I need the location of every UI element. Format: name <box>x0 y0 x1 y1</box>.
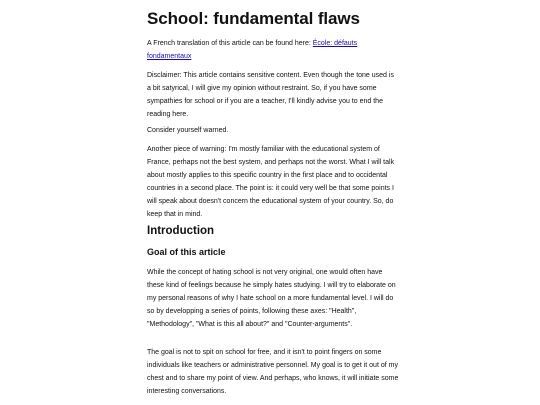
translation-link[interactable]: École: défauts fondamentaux <box>147 40 358 60</box>
translation-prefix: A French translation of this article can be found here: <box>147 40 313 47</box>
introduction-heading: Introduction <box>147 225 215 237</box>
translation-note <box>147 37 399 63</box>
warned-paragraph: Consider yourself warned. <box>147 127 229 134</box>
goal-heading: Goal of this article <box>147 247 226 257</box>
goal-paragraph: While the concept of hating school is not very original, one would often have these kind of feelings because he simply hates studying. I will try to elaborate on my personal reasons of why I hate school on a more fundamental level. I will do so by developping a series of points, following these axes: "Health", "Methodology", "What is this all about?" and "Counter-arguments". <box>147 269 396 328</box>
page-title: School: fundamental flaws <box>147 9 360 28</box>
warning-paragraph: Another piece of warning: I'm mostly familiar with the educational system of France, perhaps not the best system, and perhaps not the worst. What I will talk about mostly applies to this specific country in the first place and to occidental countries in a second place. The point is: it could very well be that some points I will speak about doesn't concern the educational system of your country. So, do keep that in mind. <box>147 146 395 218</box>
closing-paragraph: The goal is not to spit on school for free, and it isn't to point fingers on some individuals like teachers or administrative personnel. My goal is to get it out of my chest and to share my point of view. And perhaps, who knows, it will initiate some interesting conversations. <box>147 349 399 395</box>
disclaimer-paragraph: Disclaimer: This article contains sensitive content. Even though the tone used is a bit satyrical, I will give my opinion without restraint. So, if you have some sympathies for school or if you are a teacher, I'll kindly advise you to end the reading here. <box>147 72 394 118</box>
